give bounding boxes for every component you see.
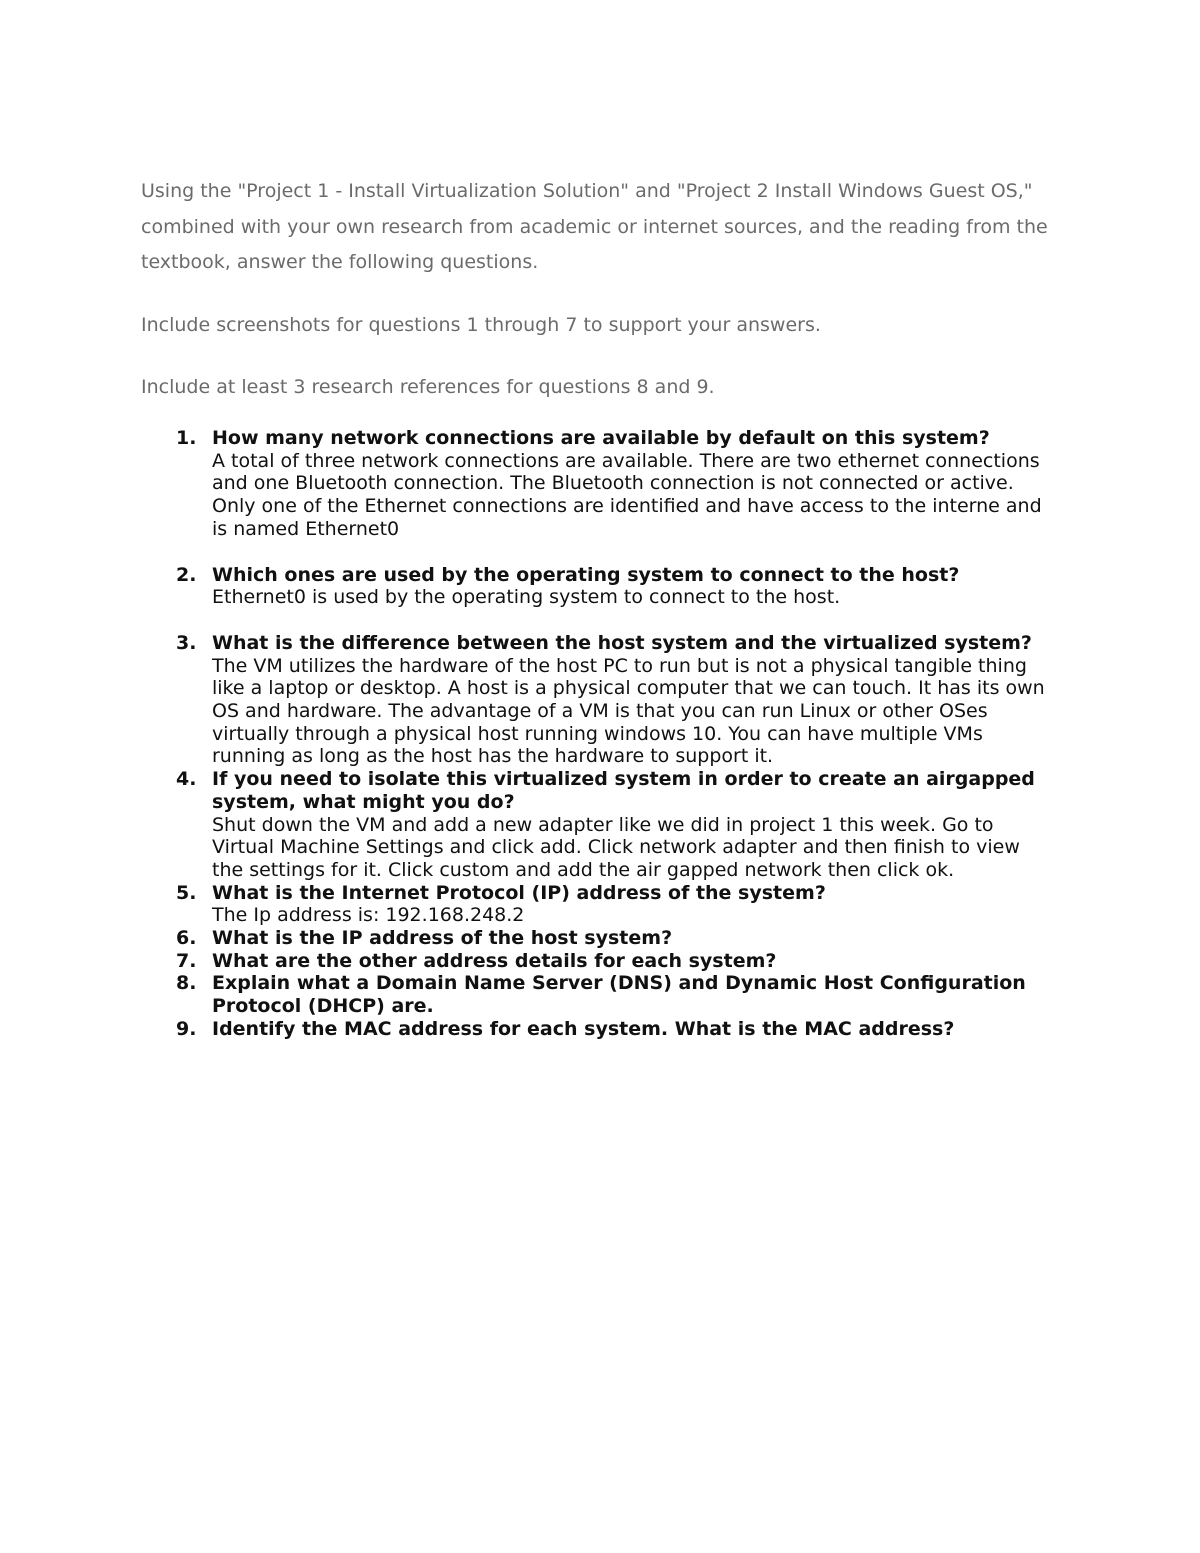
question-text: Explain what a Domain Name Server (DNS) and Dynamic Host Configuration Protocol (DHCP) are. (212, 972, 1026, 1018)
question-number: 1. (176, 427, 197, 449)
question-item-9 (176, 1018, 1056, 1041)
question-text: If you need to isolate this virtualized system in order to create an airgapped system, what might you do? (212, 768, 1035, 813)
question-text: What are the other address details for each system? (212, 949, 777, 972)
question-text: How many network connections are available by default on this system? (212, 427, 990, 449)
question-number: 4. (176, 768, 197, 791)
question-text: What is the difference between the host system and the virtualized system? (212, 631, 1032, 654)
question-item-7 (176, 950, 1056, 973)
question-item-2 (176, 564, 1056, 609)
question-item-3 (176, 632, 1056, 768)
answer-text: Ethernet0 is used by the operating system to connect to the host. (212, 586, 841, 609)
answer-text: Shut down the VM and add a new adapter like we did in project 1 this week. Go to Virtual Machine Settings and click add. Click network adapter and then finish to view the settings for it. Click custom and add the air gapped network then click ok. (212, 813, 1020, 881)
question-item-1 (176, 427, 1056, 541)
intro-paragraph-instructions: Using the "Project 1 - Install Virtualization Solution" and "Project 2 Install Windows Guest OS," combined with your own research from academic or internet sources, and the reading from the textbook, answer the following questions. (141, 180, 1048, 273)
question-number: 8. (176, 972, 197, 995)
question-number: 5. (176, 881, 197, 904)
question-number: 2. (176, 563, 197, 586)
question-text: What is the IP address of the host system? (212, 927, 673, 950)
question-item-4 (176, 768, 1056, 882)
answer-text: A total of three network connections are available. There are two ethernet connections and one Bluetooth connection. The Bluetooth connection is not connected or active. Only one of the Ethernet connections are identified and have access to the interne and is named Ethernet0 (212, 449, 1042, 540)
question-text: Which ones are used by the operating system to connect to the host? (212, 563, 960, 586)
answer-text: The Ip address is: 192.168.248.2 (212, 904, 525, 927)
question-text: Identify the MAC address for each system. What is the MAC address? (212, 1017, 955, 1040)
intro-paragraph-references: Include at least 3 research references for questions 8 and 9. (141, 376, 715, 398)
question-number: 9. (176, 1017, 197, 1040)
question-item-8 (176, 972, 1056, 1017)
question-number: 7. (176, 949, 197, 972)
question-number: 3. (176, 631, 197, 654)
question-text: What is the Internet Protocol (IP) address of the system? (212, 881, 826, 904)
question-list (176, 427, 1056, 1041)
question-item-5 (176, 882, 1056, 927)
intro-paragraph-screenshots: Include screenshots for questions 1 through 7 to support your answers. (141, 314, 821, 336)
answer-text: The VM utilizes the hardware of the host PC to run but is not a physical tangible thing like a laptop or desktop. A host is a physical computer that we can touch. It has its own OS and hardware. The advantage of a VM is that you can run Linux or other OSes virtually through a physical host running windows 10. You can have multiple VMs running as long as the host has the hardware to support it. (212, 654, 1045, 768)
question-number: 6. (176, 927, 197, 950)
question-item-6 (176, 927, 1056, 950)
